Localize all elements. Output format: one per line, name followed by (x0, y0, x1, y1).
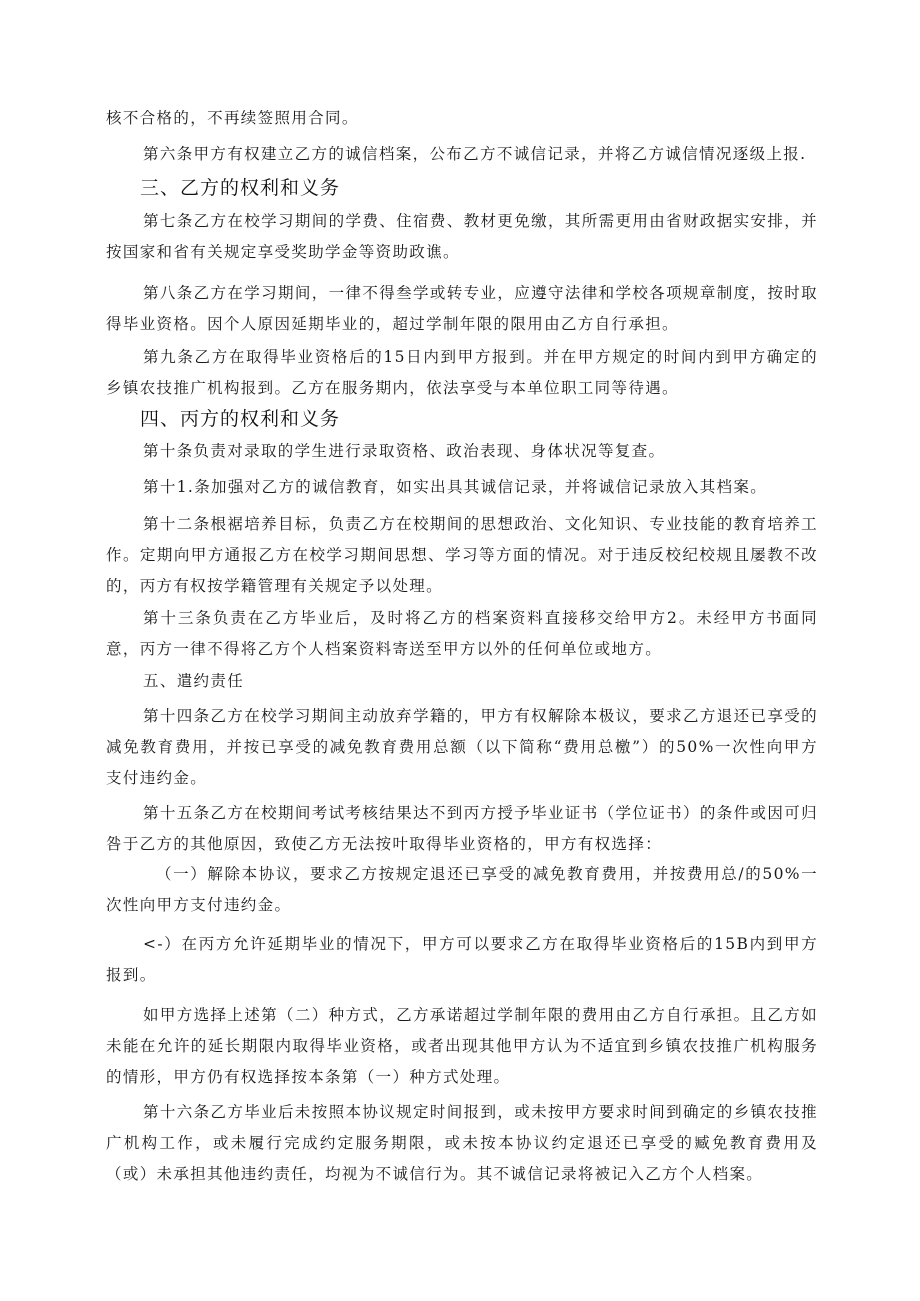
section-heading-breach: 五、遣约责任 (143, 672, 245, 690)
article-16: 第十六条乙方毕业后未按照本协议规定时间报到，或未按甲方要求时间到确定的乡镇农技推广机构工作，或未履行完成约定服务期限，或未按本协议约定退还已享受的臧免教育费用及（或）未承担其他违约责任，均视为不诚信行为。其不诚信记录将被记入乙方个人档案。 (106, 1103, 818, 1183)
article-10: 第十条负责对录取的学生进行录取资格、政治表现、身体状况等复查。 (143, 442, 666, 460)
article-8: 第八条乙方在学习期间，一律不得叁学或转专业，应遵守法律和学校各项规章制度，按时取得毕业资格。因个人原因延期毕业的，超过学制年限的限用由乙方自行承担。 (106, 284, 818, 333)
option-two: <-）在丙方允许延期毕业的情况下，甲方可以要求乙方在取得毕业资格后的15B内到甲方报到。 (106, 935, 818, 984)
article-7: 第七条乙方在校学习期间的学费、住宿费、教材更免缴，其所需更用由省财政据实安排，并按国家和省有关规定享受奖助学金等资助政谯。 (106, 212, 818, 261)
option-clause: 如甲方选择上述第（二）种方式，乙方承诺超过学制年限的费用由乙方自行承担。且乙方如未能在允许的延长期限内取得毕业资格，或者出现其他甲方认为不适宜到乡镇农技推广机构服务的情形，甲方仍有权选择按本条第（一）种方式处理。 (106, 1006, 818, 1086)
article-12: 第十二条根裾培养目标，负责乙方在校期间的思想政治、文化知识、专业技能的教育培养工作。定期向甲方通报乙方在校学习期间思想、学习等方面的情况。对于违反校纪校规且屡教不改的，丙方有权按学籍管理有关规定予以处理。 (106, 515, 818, 595)
article-14: 第十四条乙方在校学习期间主动放弃学籍的，甲方有权解除本极议，要求乙方退还已享受的减免教育费用，并按已享受的减免教育费用总额（以下简称“费用总檄”）的50%一次性向甲方支付违约金。 (106, 707, 818, 787)
article-9: 第九条乙方在取得毕业资格后的15日内到甲方报到。并在甲方规定的时间内到甲方确定的乡镇农技推广机构报到。乙方在服务期内，依法享受与本单位职工同等待遇。 (106, 348, 818, 397)
option-one: （一）解除本协议，要求乙方按规定退还已享受的减免教育费用，并按费用总/的50%一次性向甲方支付违约金。 (106, 865, 818, 914)
article-13: 第十三条负责在乙方毕业后，及时将乙方的档案资料直接移交给甲方2。未经甲方书面同意，丙方一律不得将乙方个人档案资料寄送至甲方以外的任何单位或地方。 (106, 609, 818, 658)
article-15: 第十五条乙方在校期间考试考核结果达不到丙方授予毕业证书（学位证书）的条件或因可归咎于乙方的其他原因，致使乙方无法按叶取得毕业资格的，甲方有权选择： (106, 804, 818, 853)
article-11: 第十1.条加强对乙方的诚信教育，如实出具其诚信记录，并将诚信记录放入其档案。 (143, 478, 768, 496)
section-heading-party-b: 三、乙方的权利和义务 (140, 177, 341, 199)
article-6: 第六条甲方有权建立乙方的诚信档案，公布乙方不诚信记录，并将乙方诚信情况逐级上报. (143, 145, 807, 163)
paragraph-continuation: 核不合格的，不再续签照用合同。 (106, 109, 359, 127)
section-heading-party-c: 四、丙方的权利和义务 (140, 408, 341, 430)
